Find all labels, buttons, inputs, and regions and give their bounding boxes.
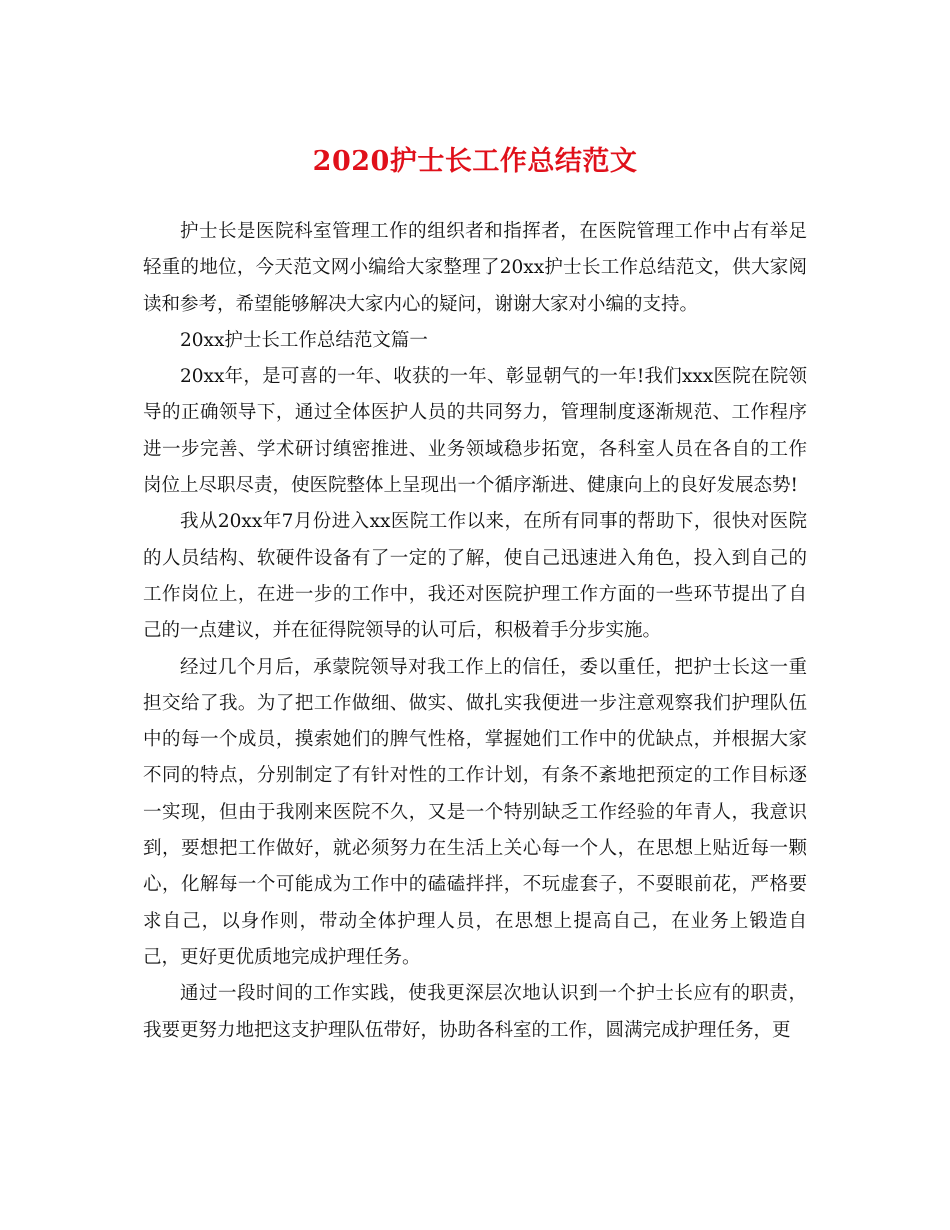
document-title: 2020护士长工作总结范文 [312,146,638,177]
paragraph-joining: 我从20xx年7月份进入xx医院工作以来，在所有同事的帮助下，很快对医院的人员结构、软硬件设备有了一定的了解，使自己迅速进入角色，投入到自己的工作岗位上，在进一步的工作中，我还对医院护理工作方面的一些环节提出了自己的一点建议，并在征得院领导的认可后，积极着手分步实施。 [143,511,807,642]
paragraph-practice: 通过一段时间的工作实践，使我更深层次地认识到一个护士长应有的职责，我要更努力地把这支护理队伍带好，协助各科室的工作，圆满完成护理任务，更 [143,983,807,1041]
paragraph-appointment: 经过几个月后，承蒙院领导对我工作上的信任，委以重任，把护士长这一重担交给了我。为了把工作做细、做实、做扎实我便进一步注意观察我们护理队伍中的每一个成员，摸索她们的脾气性格，掌握她们工作中的优缺点，并根据大家不同的特点，分别制定了有针对性的工作计划，有条不紊地把预定的工作目标逐一实现，但由于我刚来医院不久，又是一个特别缺乏工作经验的年青人，我意识到，要想把工作做好，就必须努力在生活上关心每一个人，在思想上贴近每一颗心，化解每一个可能成为工作中的磕磕拌拌，不玩虚套子，不耍眼前花，严格要求自己，以身作则，带动全体护理人员，在思想上提高自己，在业务上锻造自己，更好更优质地完成护理任务。 [143,656,807,968]
paragraph-section-heading: 20xx护士长工作总结范文篇一 [180,329,428,351]
document-body [143,214,807,1049]
paragraph-intro: 护士长是医院科室管理工作的组织者和指挥者，在医院管理工作中占有举足轻重的地位，今天范文网小编给大家整理了20xx护士长工作总结范文，供大家阅读和参考，希望能够解决大家内心的疑问，谢谢大家对小编的支持。 [143,221,807,315]
paragraph-year-summary: 20xx年，是可喜的一年、收获的一年、彰显朝气的一年!我们xxx医院在院领导的正确领导下，通过全体医护人员的共同努力，管理制度逐渐规范、工作程序进一步完善、学术研讨缜密推进、业务领域稳步拓宽，各科室人员在各自的工作岗位上尽职尽责，使医院整体上呈现出一个循序渐进、健康向上的良好发展态势! [143,366,807,497]
